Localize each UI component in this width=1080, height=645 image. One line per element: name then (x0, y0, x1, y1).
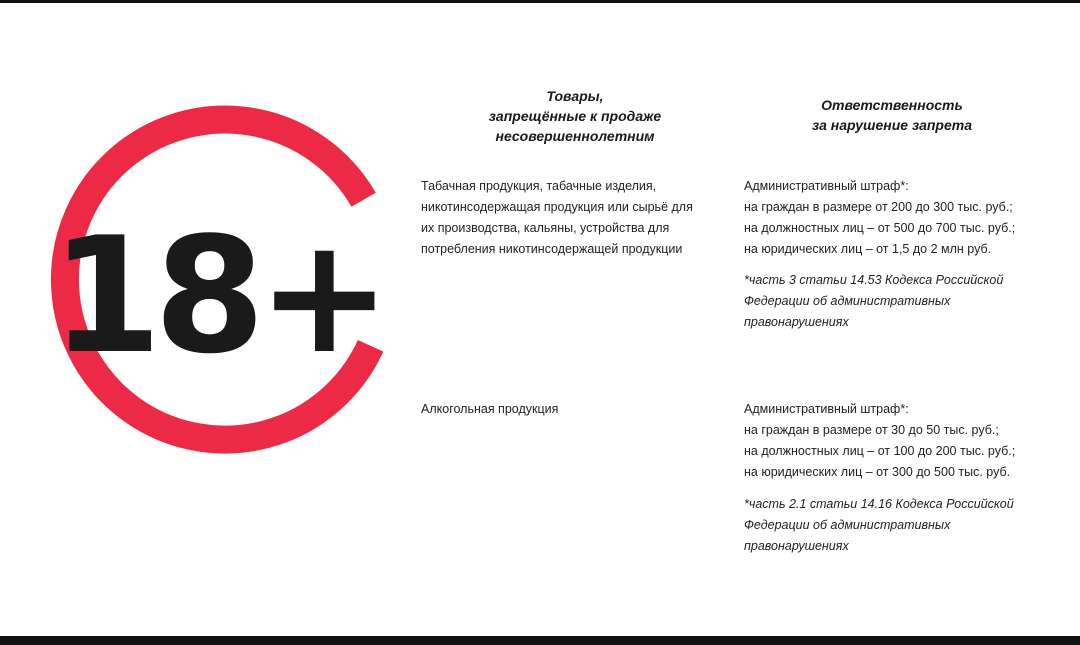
alcohol-goods-description (421, 399, 721, 420)
alcohol-law-footnote (744, 494, 1064, 557)
tobacco-fine-description (744, 176, 1064, 260)
text-line: на граждан в размере от 30 до 50 тыс. руб.; (744, 423, 999, 437)
text-line: на юридических лиц – от 300 до 500 тыс. руб. (744, 465, 1011, 479)
age-restriction-badge (45, 100, 415, 460)
responsibility-heading-line: Ответственность (821, 97, 963, 113)
text-line: на должностных лиц – от 500 до 700 тыс. руб.; (744, 221, 1016, 235)
text-line: никотинсодержащая продукция или сырьё для (421, 200, 693, 214)
age-restriction-icon (45, 100, 415, 460)
text-line: *часть 2.1 статьи 14.16 Кодекса Российской (744, 497, 1014, 511)
text-line: *часть 3 статьи 14.53 Кодекса Российской (744, 273, 1004, 287)
text-line: на юридических лиц – от 1,5 до 2 млн руб. (744, 242, 992, 256)
text-line: их производства, кальяны, устройства для (421, 221, 670, 235)
text-line: Федерации об административных (744, 518, 951, 532)
text-line: Административный штраф*: (744, 179, 909, 193)
text-line: Федерации об административных (744, 294, 951, 308)
tobacco-law-footnote (744, 270, 1064, 333)
text-line: правонарушениях (744, 315, 849, 329)
text-line: Административный штраф*: (744, 402, 909, 416)
goods-heading-line: несовершеннолетним (495, 128, 655, 144)
goods-heading (468, 86, 682, 146)
badge-label: 18+ (50, 202, 384, 389)
text-line: на должностных лиц – от 100 до 200 тыс. руб.; (744, 444, 1016, 458)
text-line: Алкогольная продукция (421, 402, 559, 416)
text-line: на граждан в размере от 200 до 300 тыс. руб.; (744, 200, 1013, 214)
text-line: потребления никотинсодержащей продукции (421, 242, 683, 256)
goods-heading-line: запрещённые к продаже (488, 108, 662, 124)
top-border (0, 0, 1080, 3)
tobacco-goods-description (421, 176, 721, 260)
text-line: правонарушениях (744, 539, 849, 553)
alcohol-fine-description (744, 399, 1064, 483)
text-line: Табачная продукция, табачные изделия, (421, 179, 657, 193)
responsibility-heading-line: за нарушение запрета (811, 117, 972, 133)
goods-heading-line: Товары, (546, 88, 604, 104)
responsibility-heading (790, 95, 994, 135)
bottom-border (0, 636, 1080, 645)
